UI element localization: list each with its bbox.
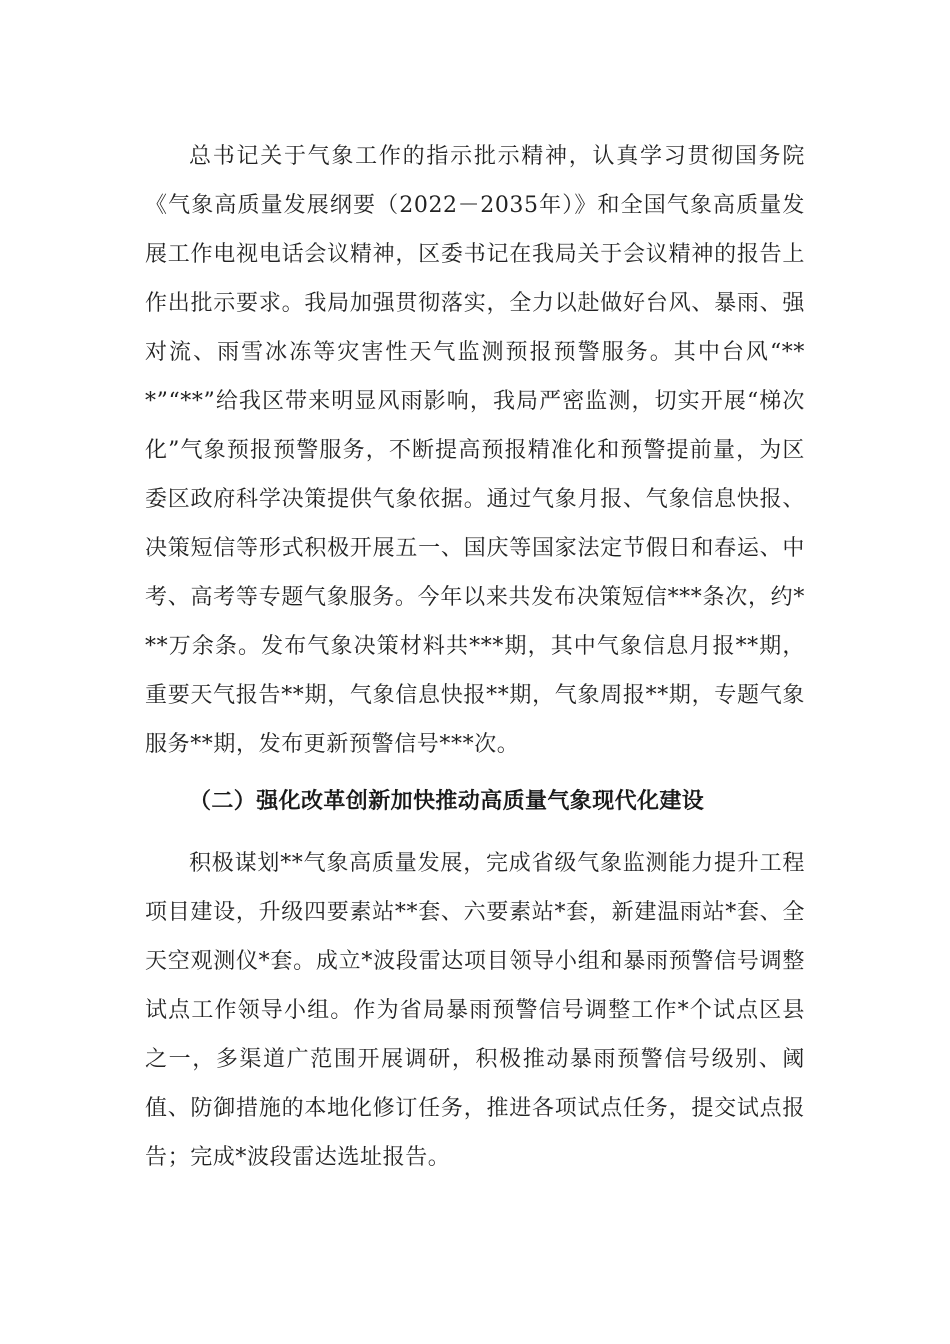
document-body	[145, 132, 805, 1182]
body-paragraph: 总书记关于气象工作的指示批示精神，认真学习贯彻国务院《气象高质量发展纲要（2022－2035年）》和全国气象高质量发展工作电视电话会议精神，区委书记在我局关于会议精神的报告上作出批示要求。我局加强贯彻落实，全力以赴做好台风、暴雨、强对流、雨雪冰冻等灾害性天气监测预报预警服务。其中台风“***”“**”给我区带来明显风雨影响，我局严密监测，切实开展“梯次化”气象预报预警服务，不断提高预报精准化和预警提前量，为区委区政府科学决策提供气象依据。通过气象月报、气象信息快报、决策短信等形式积极开展五一、国庆等国家法定节假日和春运、中考、高考等专题气象服务。今年以来共发布决策短信***条次，约***万余条。发布气象决策材料共***期，其中气象信息月报**期，重要天气报告**期，气象信息快报**期，气象周报**期，专题气象服务**期，发布更新预警信号***次。	[145, 144, 805, 757]
body-paragraph: 积极谋划**气象高质量发展，完成省级气象监测能力提升工程项目建设，升级四要素站**套、六要素站*套，新建温雨站*套、全天空观测仪*套。成立*波段雷达项目领导小组和暴雨预警信号调整试点工作领导小组。作为省局暴雨预警信号调整工作*个试点区县之一，多渠道广范围开展调研，积极推动暴雨预警信号级别、阈值、防御措施的本地化修订任务，推进各项试点任务，提交试点报告；完成*波段雷达选址报告。	[145, 851, 805, 1170]
section-heading: （二）强化改革创新加快推动高质量气象现代化建设	[189, 789, 705, 814]
